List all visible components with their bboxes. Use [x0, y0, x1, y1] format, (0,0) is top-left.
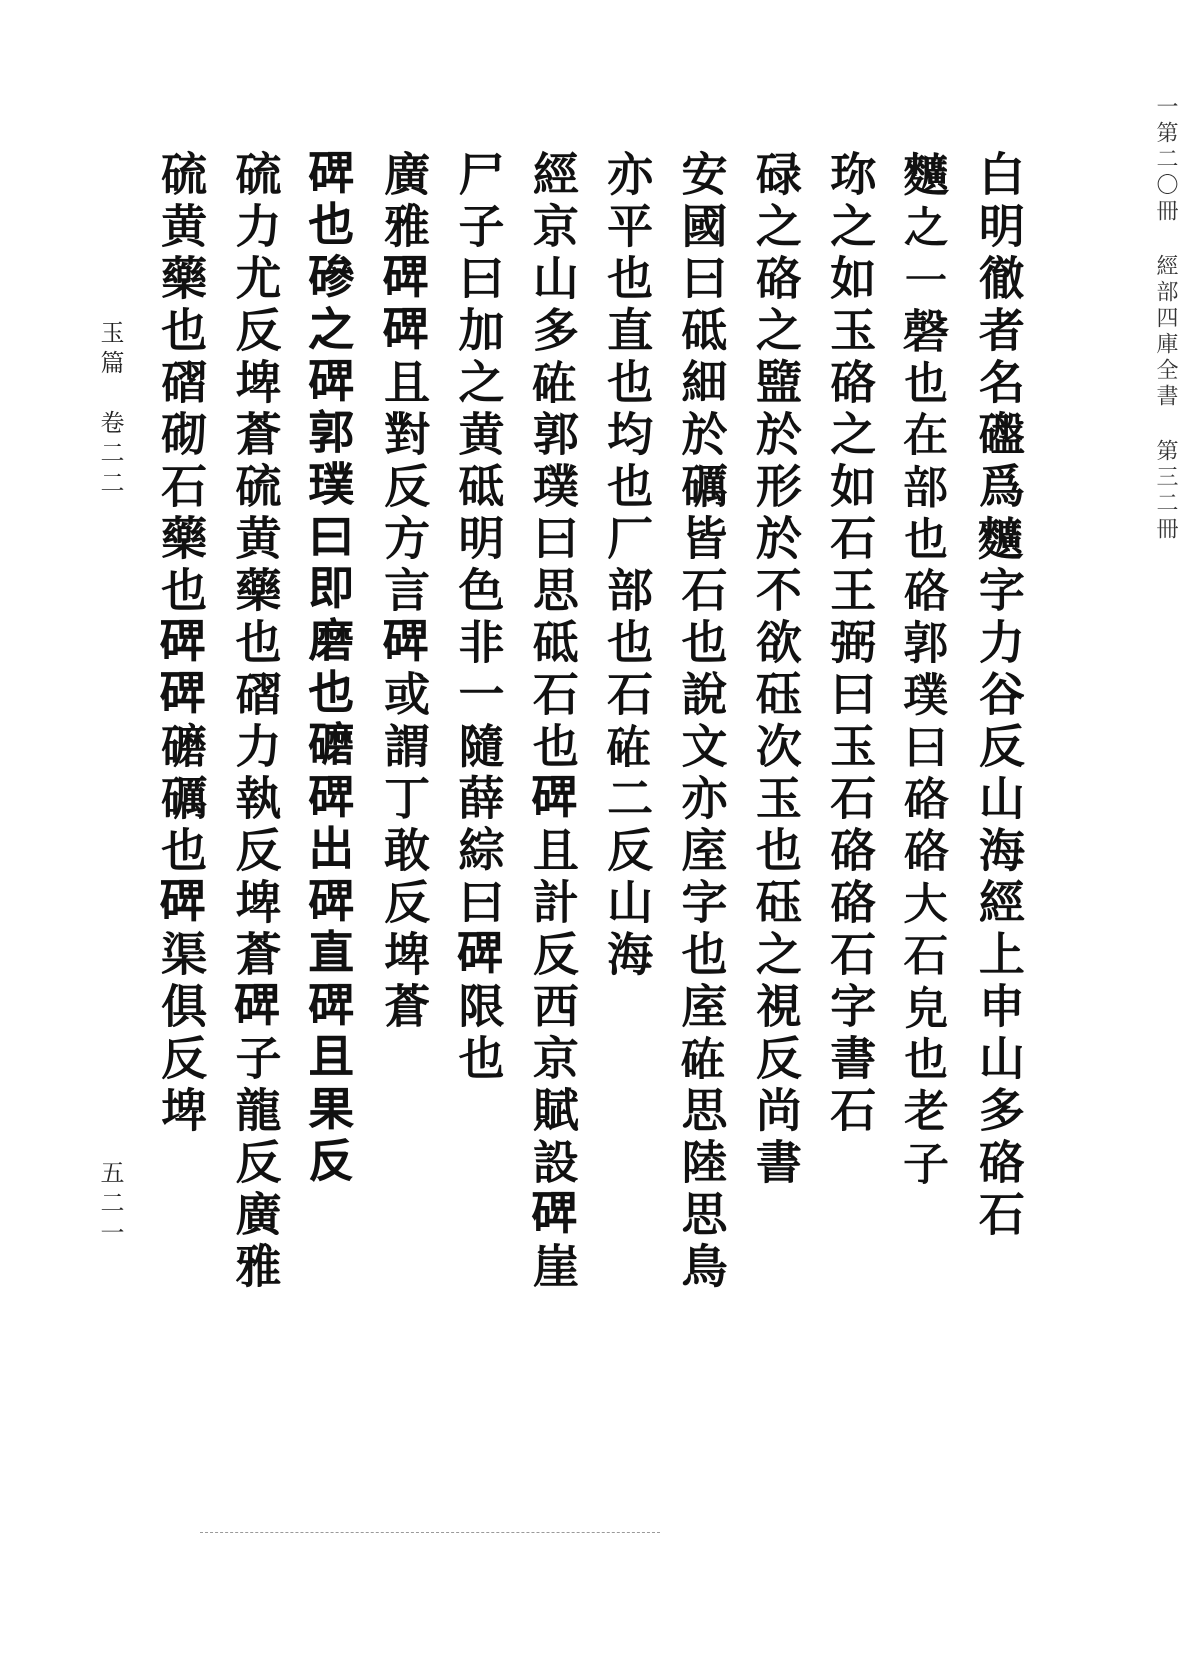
bottom-divider [200, 1532, 660, 1533]
text-column-4: 碌之硌之盬於形於不欲砡次玉也砡之視反尚書 [748, 150, 803, 1190]
text-column-2: 𪍿之一磬也在部也硌郭璞曰硌硌大石皃也老子 [897, 150, 952, 1190]
book-title: 玉篇 卷二二 [96, 320, 124, 500]
text-column-8: 尸子曰加之黄砥明色非一隨薛綜曰𥓓限也 [451, 150, 506, 1086]
page-number: 五二一 [96, 1160, 124, 1250]
text-column-6: 亦平也直也均也厂部也石𥒒二反山海 [600, 150, 655, 982]
text-column-12: 硫黄藥也磖砌石藥也𥓓𥓓礳礪也𥓓渠俱反埤 [154, 150, 209, 1138]
text-column-5: 安國曰砥細於礪皆石也說文亦庢字也庢𥒒思陸思鳥 [674, 150, 729, 1294]
text-column-1: 白明徹者名䃲爲𪍿字力谷反山海經上申山多硌石 [971, 150, 1026, 1242]
margin-catalog-mark: 一第二〇冊 經部四庫全書 第三二冊 [1153, 95, 1178, 543]
vertical-text-body [150, 150, 1030, 1480]
text-column-3: 珎之如玉硌之如石王弼曰玉石硌硌石字書石 [823, 150, 878, 1138]
text-column-9: 廣雅𥓓𥓓且對反方言𥓓或謂丁敢反埤蒼 [377, 150, 432, 1034]
text-column-7: 經京山多𥒒郭璞曰思砥石也𥓓且計反西京賦設𥓓崖 [525, 150, 580, 1294]
text-column-10: 𥓓也磣之𥓓郭璞曰即磨也礳𥓓出𥓓直𥓓且果反 [302, 150, 357, 1190]
text-column-11: 硫力尤反埤蒼硫黄藥也磖力執反埤蒼𥓓子龍反廣雅 [228, 150, 283, 1294]
